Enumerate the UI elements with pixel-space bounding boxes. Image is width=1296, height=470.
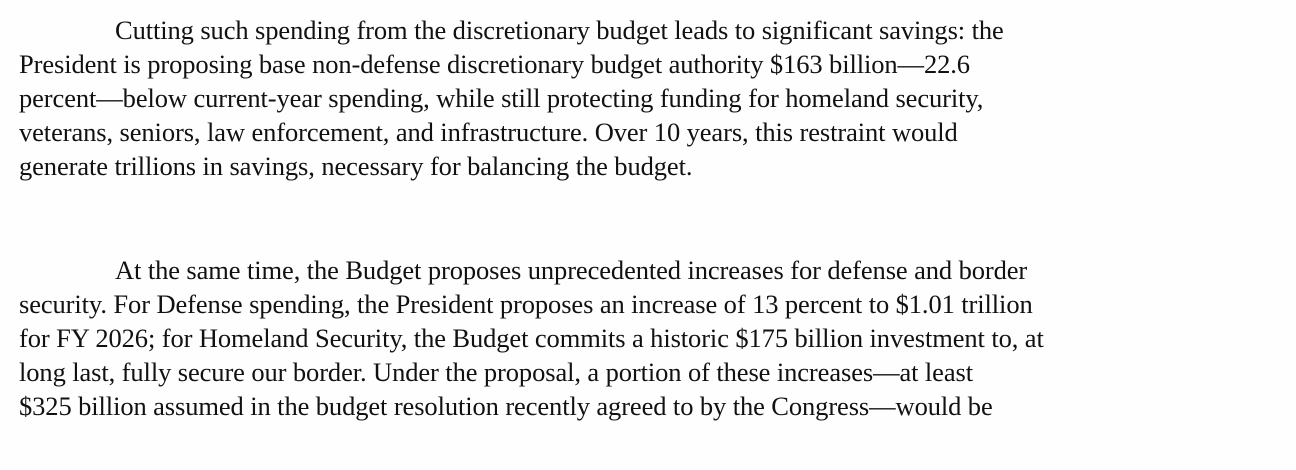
paragraph-line: generate trillions in savings, necessary for balancing the budget. bbox=[19, 151, 693, 181]
paragraph-line: $325 billion assumed in the budget resolution recently agreed to by the Congress—would be bbox=[19, 391, 993, 421]
paragraph-line: At the same time, the Budget proposes unprecedented increases for defense and border bbox=[115, 255, 1028, 285]
paragraph-line: security. For Defense spending, the President proposes an increase of 13 percent to $1.01 trillion bbox=[19, 289, 1033, 319]
paragraph-defense-border-increases bbox=[19, 253, 1281, 423]
paragraph-line: Cutting such spending from the discretionary budget leads to significant savings: the bbox=[115, 15, 1004, 45]
paragraph-line: President is proposing base non-defense discretionary budget authority $163 billion—22.6 bbox=[19, 49, 970, 79]
paragraph-line: veterans, seniors, law enforcement, and infrastructure. Over 10 years, this restraint would bbox=[19, 117, 958, 147]
paragraph-line: long last, fully secure our border. Under the proposal, a portion of these increases—at least bbox=[19, 357, 973, 387]
paragraph-line: for FY 2026; for Homeland Security, the Budget commits a historic $175 billion investment to, at bbox=[19, 323, 1044, 353]
paragraph-line: percent—below current-year spending, while still protecting funding for homeland security, bbox=[19, 83, 984, 113]
paragraph-discretionary-savings bbox=[19, 13, 1281, 183]
